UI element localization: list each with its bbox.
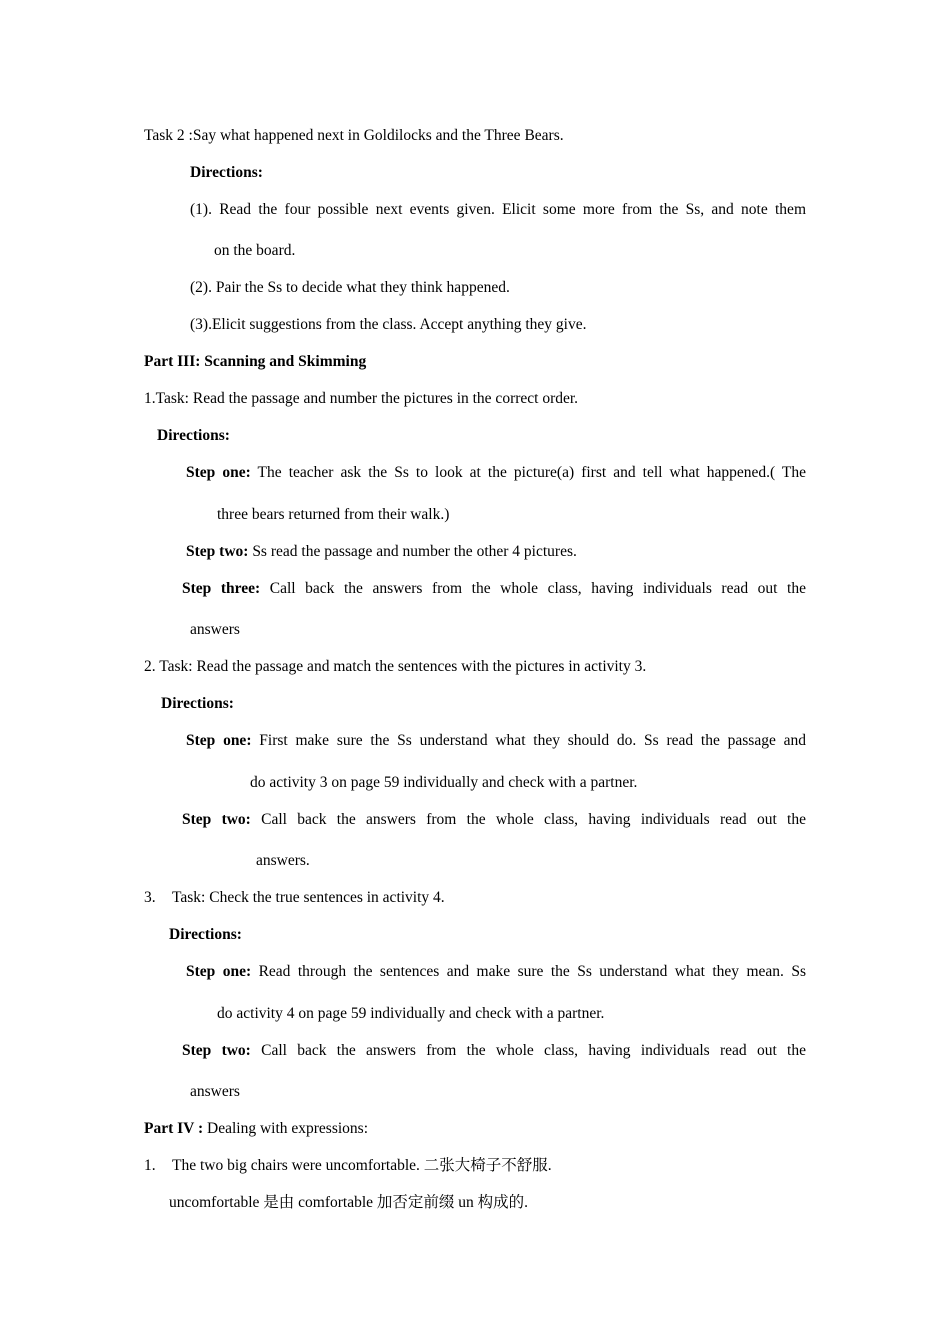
p3-task2-step1-cont: do activity 3 on page 59 individually and check with a partner. — [250, 774, 638, 791]
part4-item-1: 1. The two big chairs were uncomfortable. 二张大椅子不舒服. — [144, 1157, 552, 1174]
task2-directions: Directions: — [190, 164, 263, 181]
p3-task3-step1-cont: do activity 4 on page 59 individually and check with a partner. — [217, 1005, 605, 1022]
task2-item-1: (1). Read the four possible next events given. Elicit some more from the Ss, and note them — [190, 201, 806, 218]
part4-heading: Part IV : Dealing with expressions: — [144, 1120, 369, 1137]
task2-item-2: (2). Pair the Ss to decide what they think happened. — [190, 279, 510, 296]
p3-task3-step1: Step one: Read through the sentences and make sure the Ss understand what they mean. Ss — [186, 963, 806, 980]
p3-task3-step2: Step two: Call back the answers from the whole class, having individuals read out the — [182, 1042, 806, 1059]
part3-heading: Part III: Scanning and Skimming — [144, 353, 367, 370]
p3-task3-title: 3. Task: Check the true sentences in activity 4. — [144, 889, 445, 906]
task2-item-3: (3).Elicit suggestions from the class. Accept anything they give. — [190, 316, 587, 333]
p3-task2-directions: Directions: — [161, 695, 234, 712]
p3-task2-title: 2. Task: Read the passage and match the sentences with the pictures in activity 3. — [144, 658, 647, 675]
p3-task3-step2-cont: answers — [190, 1083, 240, 1100]
p3-task2-step1: Step one: First make sure the Ss understand what they should do. Ss read the passage and — [186, 732, 806, 749]
p3-task3-directions: Directions: — [169, 926, 242, 943]
p3-task1-directions: Directions: — [157, 427, 230, 444]
p3-task1-step1-cont: three bears returned from their walk.) — [217, 506, 450, 523]
p3-task1-title: 1.Task: Read the passage and number the pictures in the correct order. — [144, 390, 579, 407]
p3-task1-step3-cont: answers — [190, 621, 240, 638]
p3-task1-step3: Step three: Call back the answers from the whole class, having individuals read out the — [182, 580, 806, 597]
p3-task1-step1: Step one: The teacher ask the Ss to look at the picture(a) first and tell what happened.( The — [186, 464, 807, 481]
p3-task2-step2: Step two: Call back the answers from the whole class, having individuals read out the — [182, 811, 806, 828]
task2-title: Task 2 :Say what happened next in Goldilocks and the Three Bears. — [144, 127, 564, 144]
task2-item-1-cont: on the board. — [214, 242, 296, 259]
p3-task1-step2: Step two: Ss read the passage and number the other 4 pictures. — [186, 543, 577, 560]
p3-task2-step2-cont: answers. — [256, 852, 310, 869]
part4-item-1-note: uncomfortable 是由 comfortable 加否定前缀 un 构成的. — [169, 1194, 529, 1211]
